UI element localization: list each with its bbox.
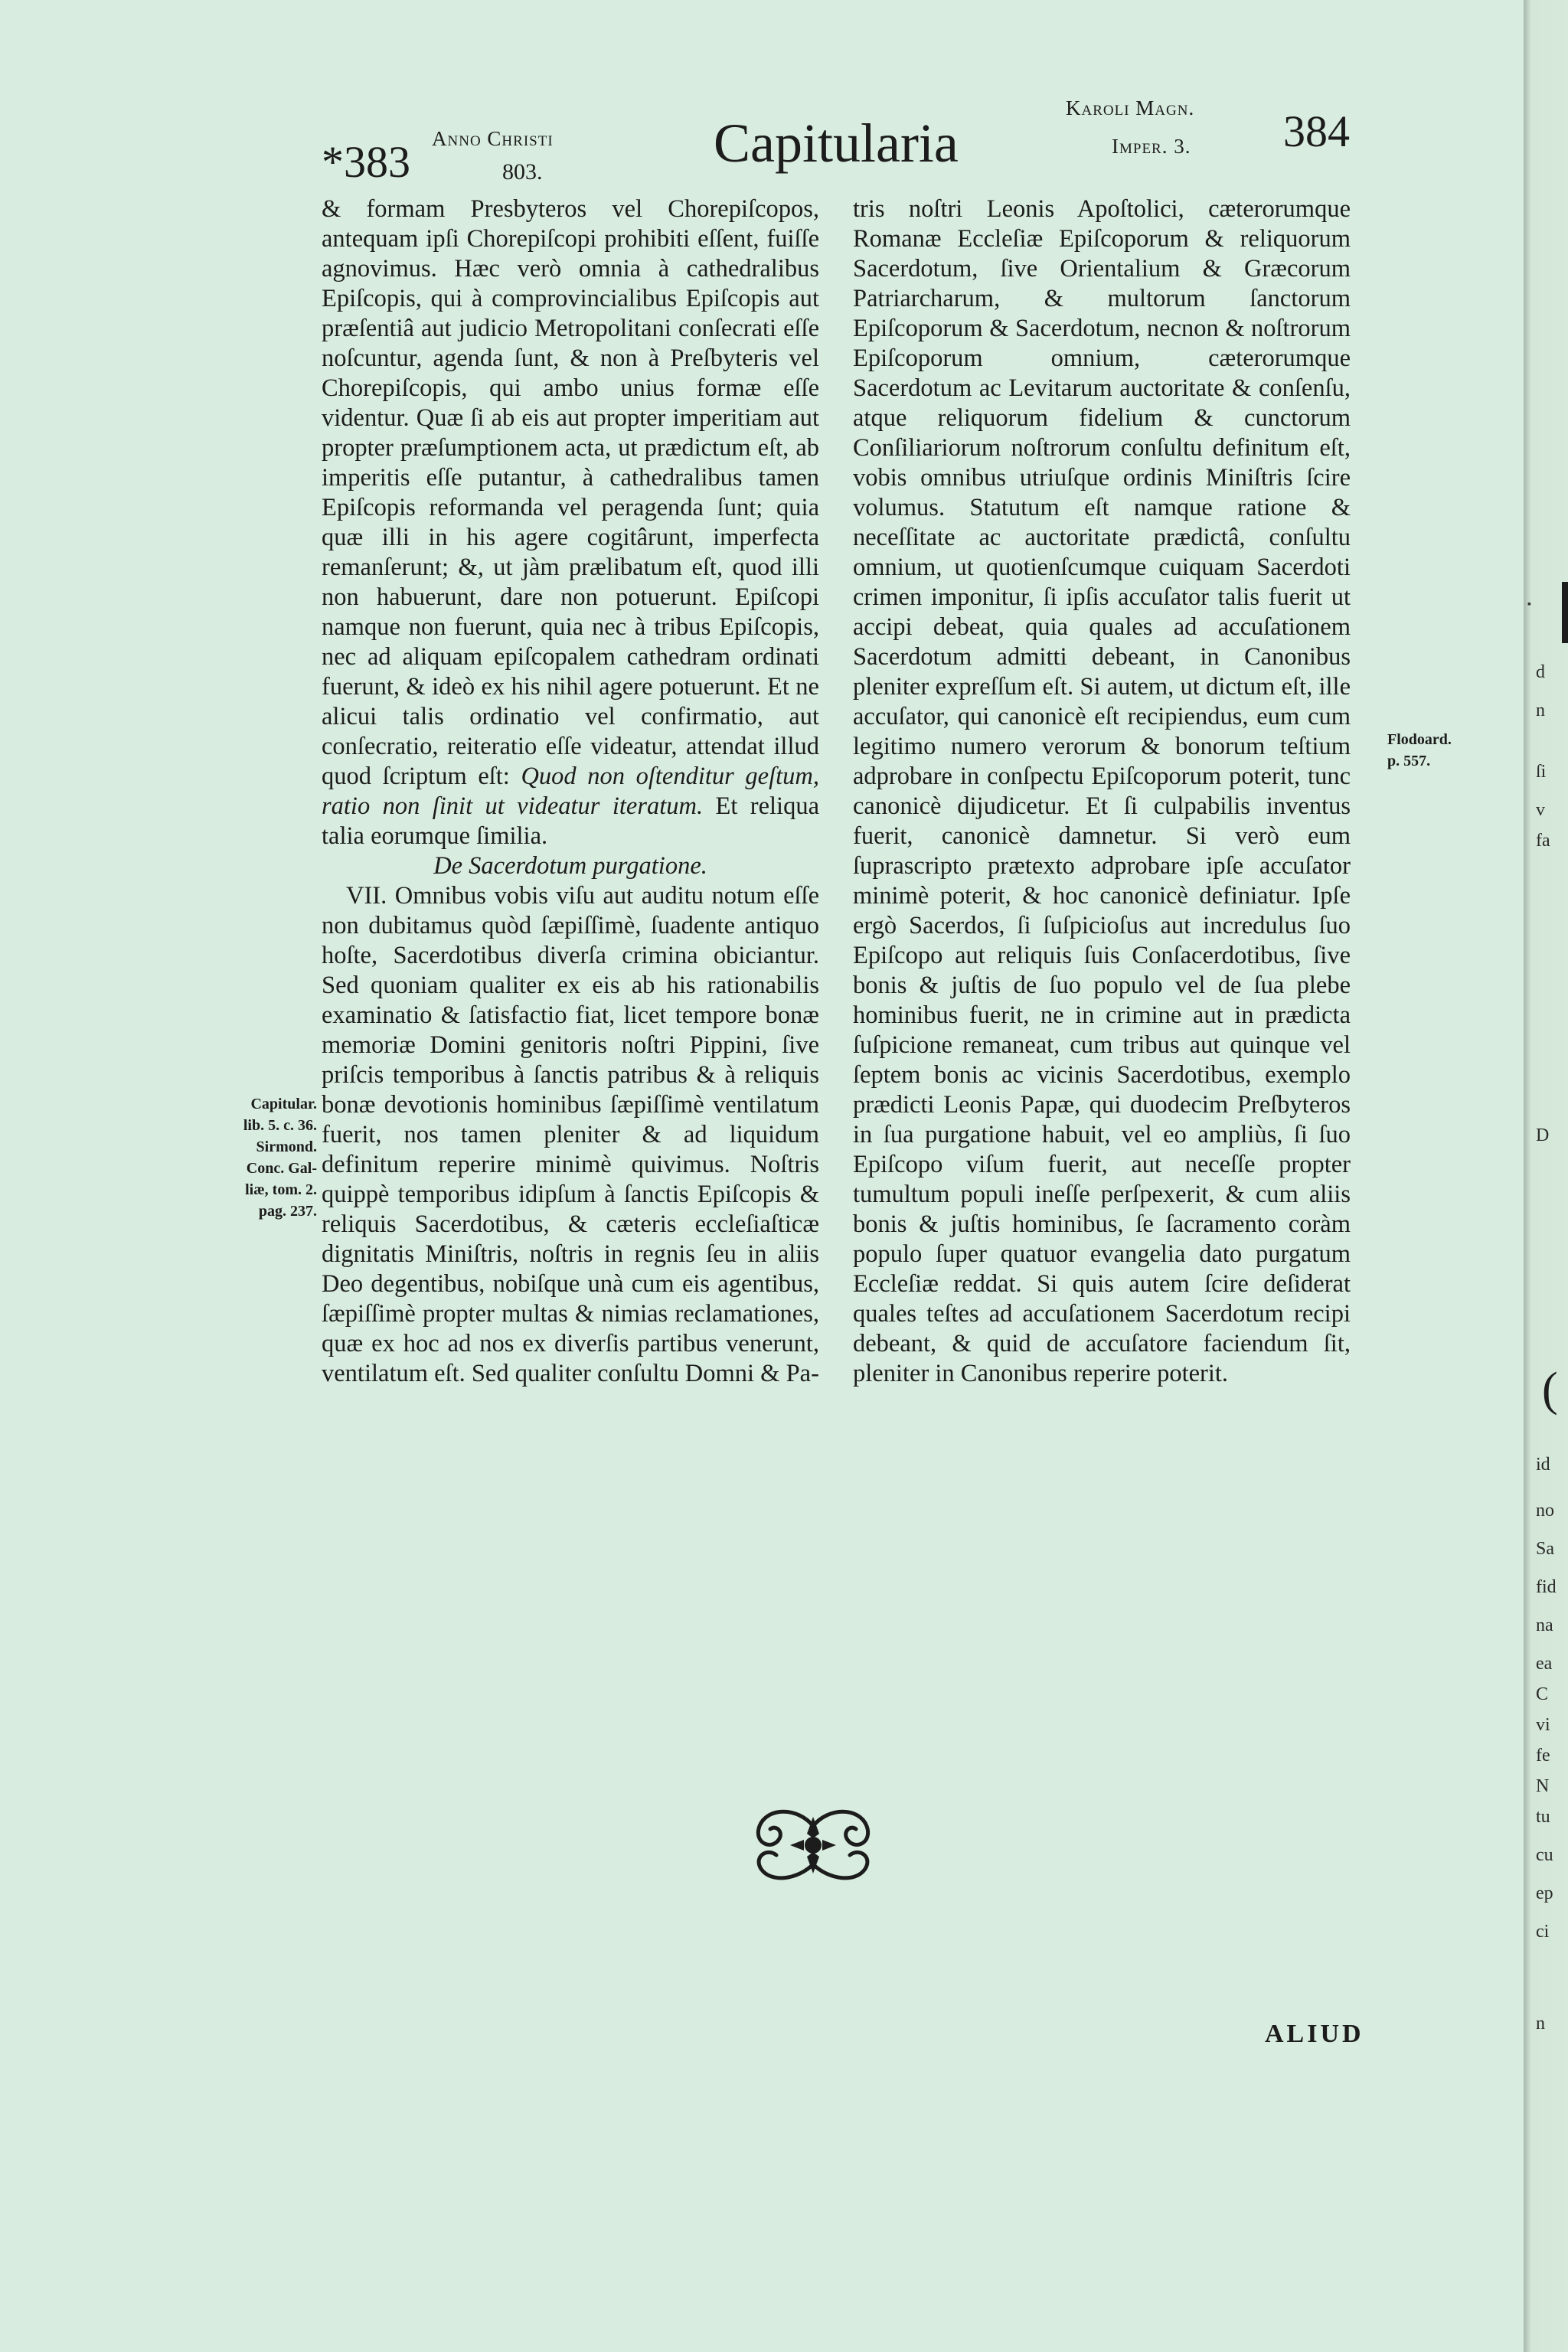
year-label: 803. — [502, 159, 543, 185]
adjacent-page-fragment: id — [1536, 1455, 1550, 1475]
karoli-magn-label: Karoli Magn. — [1066, 96, 1195, 119]
marginal-note-right: Flodoard. p. 557. — [1387, 731, 1452, 769]
adjacent-page-fragment: ci — [1536, 1922, 1550, 1942]
adjacent-page-fragment: d — [1536, 662, 1545, 682]
adjacent-page-fragment: n — [1536, 2014, 1545, 2034]
adjacent-page-fragment: v — [1536, 800, 1545, 820]
adjacent-page-edge — [1524, 0, 1568, 2352]
adjacent-page-fragment: cu — [1536, 1845, 1553, 1865]
paragraph-ending: Et reliqua talia eorumque ſimilia. — [322, 792, 819, 850]
adjacent-page-fragment: Sa — [1536, 1539, 1554, 1559]
adjacent-page-fragment: fa — [1536, 831, 1550, 851]
adjacent-page-fragment: ea — [1536, 1654, 1553, 1674]
paragraph-formam — [322, 194, 819, 851]
section-heading: De Sacerdotum purgatione. — [433, 852, 707, 880]
catchword: ALIUD — [1265, 2020, 1364, 2048]
marginal-note-left: Capitular. lib. 5. c. 36. Sirmond. Conc. Gal- liæ, tom. 2. pag. 237. — [243, 1096, 317, 1220]
adjacent-page-bracket: ( — [1542, 1364, 1558, 1416]
adjacent-page-fragment: C — [1536, 1684, 1549, 1704]
paragraph-continuation: tris noſtri Leonis Apoſtolici, cæterorumque Romanæ Eccleſiæ Epiſcoporum & reliquorum Sacerdotum, ſive Orientalium & Græcorum Patriarcharum, & multorum ſanctorum Epiſcoporum & Sacerdotum, necnon & noſtrorum Epiſcoporum omnium, cæterorumque Sacerdotum ac Levitarum auctoritate & conſenſu, atque reliquorum fidelium & cunctorum Conſiliariorum noſtrorum conſultu definitum eſt, vobis omnibus utriuſque ordinis Miniſtris ſcire volumus. Statutum eſt namque ratione & neceſſitate ac auctoritate prædictâ, conſultu omnium, ut quotienſcumque cuiquam Sacerdoti crimen imponitur, ſi ipſis accuſator talis fuerit ut accipi debeat, quia quales ad accuſationem Sacerdotum admitti debeant, in Canonibus pleniter expreſſum eſt. Si autem, ut dictum eſt, ille accuſator, qui canonicè eſt recipiendus, eum cum legitimo numero verorum & bonorum teſtium adprobare in conſpectu Epiſcoporum poterit, tunc canonicè dijudicetur. Et ſi culpabilis inventus fuerit, canonicè damnetur. Si verò eum ſuprascripto prætexto adprobare ipſe accuſator minimè poterit, & hoc canonicè definiatur. Ipſe ergò Sacerdos, ſi ſuſpicioſus aut incredulus ſuo Epiſcopo aut reliquis ſuis Conſacerdotibus, ſive bonis & juſtis de ſuo populo vel de ſua plebe hominibus fuerit, ne in crimine aut in prædicta ſuſpicione remaneat, cum tribus aut quinque vel ſeptem bonis ac vicinis Sacerdotibus, exemplo prædicti Leonis Papæ, qui duodecim Preſbyteros in ſua purgatione habuit, vel eo ampliùs, ſi ſuo Epiſcopo viſum fuerit, aut neceſſe propter tumultum populi ineſſe perſpexerit, & cum aliis bonis & juſtis hominibus, ſe ſacramento coràm populo ſuper quatuor evangelia dato purgatum Eccleſiæ reddat. Si quis autem ſcire deſiderat quales teſtes ad accuſationem Sacerdotum recipi debeant, & quid de accuſatore faciendum ſit, pleniter in Canonibus reperire poterit. — [853, 195, 1351, 1387]
adjacent-page-fragment: no — [1536, 1501, 1554, 1521]
adjacent-page-fragment: fe — [1536, 1746, 1550, 1766]
anno-christi-label: Anno Christi — [432, 127, 554, 150]
adjacent-page-fragment: N — [1536, 1776, 1550, 1796]
page-title: Capitularia — [714, 113, 959, 174]
adjacent-page-fragment: fid — [1536, 1577, 1557, 1597]
adjacent-page-fragment: ep — [1536, 1883, 1553, 1903]
adjacent-page-fragment: ſi — [1536, 762, 1547, 782]
adjacent-page-note: ▪ — [1527, 599, 1531, 610]
adjacent-page-initial — [1562, 582, 1568, 643]
imper-label: Imper. 3. — [1112, 135, 1191, 158]
quotation: Quod non oſtenditur geſtum, ratio non ſinit ut videatur iteratum. — [322, 763, 819, 820]
left-column — [322, 194, 819, 1389]
right-column — [853, 194, 1351, 1389]
adjacent-page-fragment: tu — [1536, 1807, 1550, 1827]
adjacent-page-fragment: D — [1536, 1125, 1550, 1145]
adjacent-page-fragment: vi — [1536, 1715, 1550, 1735]
paragraph-vii: VII. Omnibus vobis viſu aut auditu notum eſſe non dubitamus quòd ſæpiſſimè, ſuadente antiquo hoſte, Sacerdotibus diverſa crimina obiciantur. Sed quoniam qualiter ex eis ab his rationabilis examinatio & ſatisfactio fiat, licet tempore bonæ memoriæ Domini genitoris noſtri Pippini, ſive priſcis temporibus à ſanctis patribus & à reliquis bonæ devotionis hominibus ſæpiſſimè ventilatum fuerit, nos tamen pleniter & ad liquidum definitum reperire minimè quivimus. Noſtris quippè temporibus idipſum à ſanctis Epiſcopis & reliquis Sacerdotibus, & cæteris eccleſiaſticæ dignitatis Miniſtris, noſtris in regnis ſeu in aliis Deo degentibus, nobiſque unà cum eis agentibus, ſæpiſſimè propter multas & nimias reclamationes, quæ ex hoc ad nos ex diverſis partibus venerunt, ventilatum eſt. Sed qualiter conſultu Domni & Pa- — [322, 882, 819, 1387]
adjacent-page-fragment: na — [1536, 1615, 1553, 1635]
left-page-number: *383 — [322, 137, 410, 187]
paragraph-text: & formam Presbyteros vel Chorepiſcopos, antequam ipſi Chorepiſcopi prohibiti eſſent, fuiſſe agnovimus. Hæc verò omnia à cathedralibus Epiſcopis, qui à comprovincialibus Epiſcopis aut præſentiâ aut judicio Metropolitani conſecrati eſſe noſcuntur, agenda ſunt, & non à Preſbyteris vel Chorepiſcopis, qui ambo unius formæ eſſe videntur. Quæ ſi ab eis aut propter imperitiam aut propter præſumptionem acta, ut prædictum eſt, ab imperitis eſſe putantur, à cathedralibus tamen Epiſcopis reformanda vel peragenda ſunt; quia quæ illi in his agere cogitârunt, imperfecta remanſerunt; &, ut jàm prælibatum eſt, quod illi non habuerunt, dare non potuerunt. Epiſcopi namque non fuerunt, quia nec à tribus Epiſcopis, nec ad aliquam epiſcopalem cathedram ordinati fuerunt, & ideò ex his nihil agere potuerunt. Et ne alicui talis ordinatio vel confirmatio, aut conſecratio, reiteratio eſſe videatur, attendat illud quod ſcriptum eſt: — [322, 195, 819, 790]
adjacent-page-fragment: n — [1536, 701, 1545, 720]
floral-ornament — [744, 1803, 882, 1887]
right-page-number: 384 — [1283, 106, 1350, 156]
